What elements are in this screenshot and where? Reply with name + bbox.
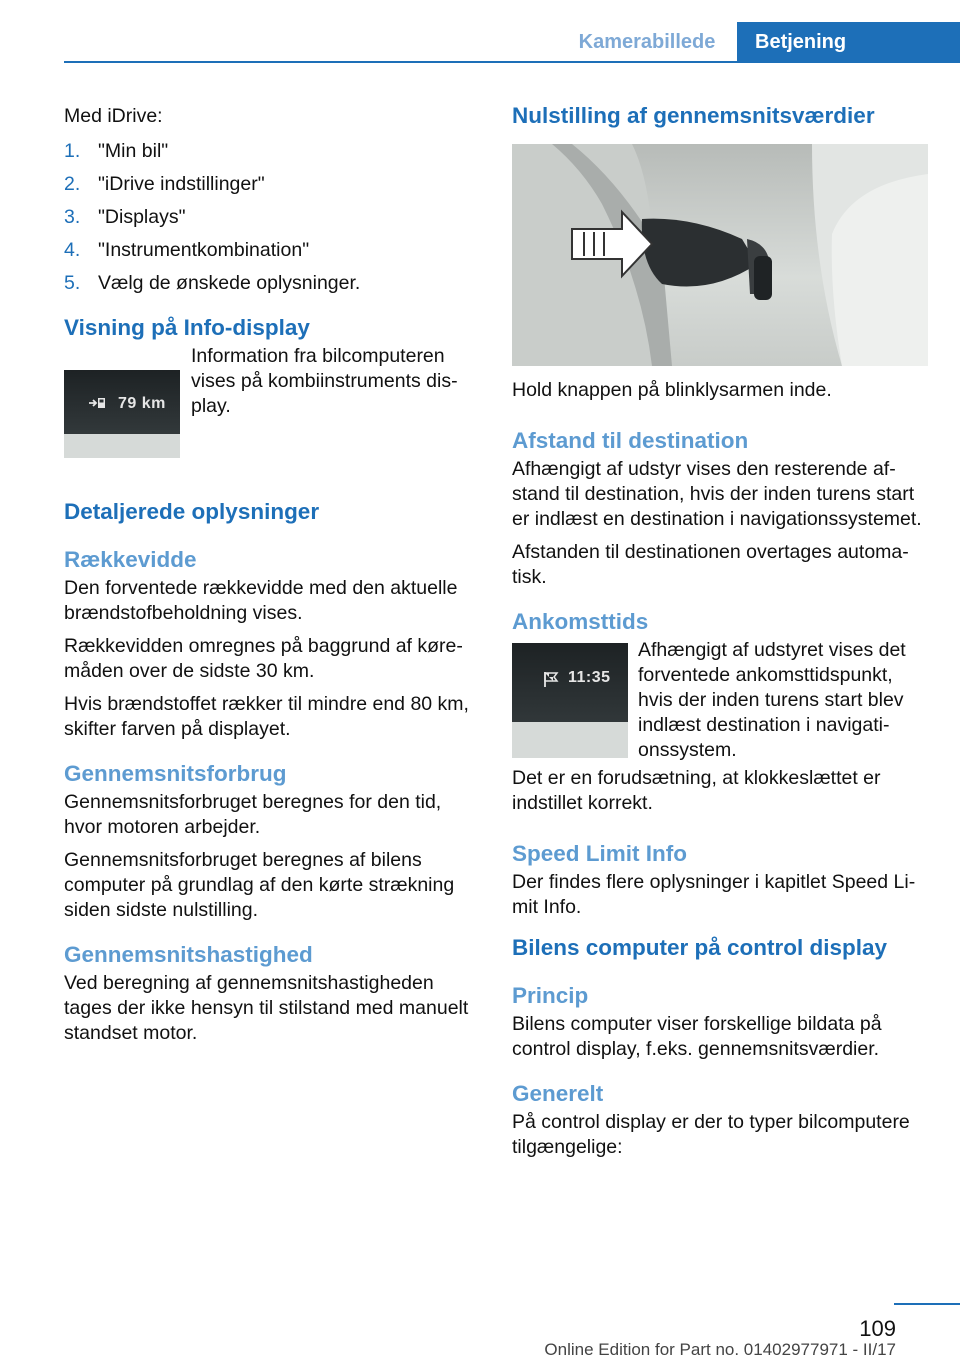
flag-icon <box>542 670 560 688</box>
edition-note: Online Edition for Part no. 01402977971 - II/17 <box>544 1340 896 1359</box>
visning-block <box>64 344 480 468</box>
generelt-heading: Generelt <box>512 1081 604 1106</box>
bc-heading: Bilens computer på control display <box>512 935 888 960</box>
princip-text: Bilens computer viser forskellige bildata på control display, f.eks. gennemsnitsværdier. <box>512 1013 882 1060</box>
display-bottom-strip <box>512 722 628 758</box>
step-item <box>64 139 480 172</box>
gf-heading: Gennemsnitsforbrug <box>64 761 287 786</box>
step-item <box>64 271 480 304</box>
step-list <box>64 139 480 304</box>
rk-paragraph-3: Hvis brændstoffet rækker til mindre end 80 km, skifter farven på displayet. <box>64 693 469 740</box>
ank-text: Afhængigt af udstyret vises det forventede ankomsttidspunkt, hvis der inden turens start blev indlæst destination i navigationssystem. <box>638 639 906 761</box>
rk-paragraph-2: Rækkevidden omregnes på baggrund af køremåden over de sidste 30 km. <box>64 635 463 682</box>
right-column <box>512 100 928 1168</box>
page-number: 109 <box>859 1316 896 1341</box>
dest-paragraph-2: Afstanden til destinationen overtages automatisk. <box>512 541 909 588</box>
ank-heading: Ankomsttids <box>512 609 649 634</box>
step-text: "Displays" <box>98 206 186 228</box>
fuel-range-icon <box>88 396 108 410</box>
detail-heading: Detaljerede oplysninger <box>64 499 320 524</box>
step-number: 1. <box>64 140 81 162</box>
gf-paragraph-2: Gennemsnitsforbruget beregnes af bilens computer på grundlag af den kørte strækning siden sidste nulstilling. <box>64 849 455 921</box>
footer-rule <box>894 1303 960 1305</box>
princip-heading: Princip <box>512 983 589 1008</box>
generelt-text: På control display er der to typer bilcomputere tilgængelige: <box>512 1111 910 1158</box>
display-bottom-strip <box>64 434 180 458</box>
chapter-tab: Betjening <box>737 22 960 62</box>
sli-text: Der findes flere oplysninger i kapitlet Speed Limit Info. <box>512 871 916 918</box>
ank-paragraph-2: Det er en forudsætning, at klokkeslættet er indstillet korrekt. <box>512 767 881 814</box>
range-readout: 79 km <box>118 395 166 412</box>
page-header <box>64 0 960 62</box>
rk-heading: Rækkevidde <box>64 547 197 572</box>
step-item <box>64 205 480 238</box>
left-column <box>64 100 480 1054</box>
range-display-image <box>64 370 180 458</box>
section-tab: Kamerabillede <box>578 31 716 53</box>
time-readout: 11:35 <box>568 669 611 686</box>
step-number: 2. <box>64 173 81 195</box>
gf-paragraph-1: Gennemsnitsforbruget beregnes for den tid, hvor motoren arbejder. <box>64 791 442 838</box>
arrival-display-image <box>512 643 628 758</box>
visning-heading: Visning på Info-display <box>64 315 310 340</box>
sli-heading: Speed Limit Info <box>512 841 688 866</box>
dest-heading: Afstand til destination <box>512 428 749 453</box>
lever-illustration <box>512 144 928 366</box>
visning-text: Information fra bilcomputeren vises på kombiinstruments display. <box>191 345 458 417</box>
reset-text: Hold knappen på blinklysarmen inde. <box>512 379 832 401</box>
gh-heading: Gennemsnitshastighed <box>64 942 313 967</box>
step-item <box>64 238 480 271</box>
reset-heading: Nulstilling af gennemsnitsværdier <box>512 103 875 128</box>
step-number: 4. <box>64 239 81 261</box>
step-text: "Min bil" <box>98 140 169 162</box>
step-text: Vælg de ønskede oplysninger. <box>98 272 361 294</box>
gh-paragraph-1: Ved beregning af gennemsnitshastigheden tages der ikke hensyn til stilstand med manuelt standset motor. <box>64 972 469 1044</box>
step-number: 3. <box>64 206 81 228</box>
step-number: 5. <box>64 272 81 294</box>
rk-paragraph-1: Den forventede rækkevidde med den aktuelle brændstofbeholdning vises. <box>64 577 458 624</box>
step-text: "iDrive indstillinger" <box>98 173 265 195</box>
ank-block <box>512 638 928 766</box>
intro-text: Med iDrive: <box>64 105 163 127</box>
header-rule <box>64 61 960 63</box>
dest-paragraph-1: Afhængigt af udstyr vises den resterende afstand til destination, hvis der inden turens start er indlæst en destination i navigationssystemet. <box>512 458 922 530</box>
turn-signal-lever-image <box>512 144 928 366</box>
step-item <box>64 172 480 205</box>
step-text: "Instrumentkombination" <box>98 239 310 261</box>
